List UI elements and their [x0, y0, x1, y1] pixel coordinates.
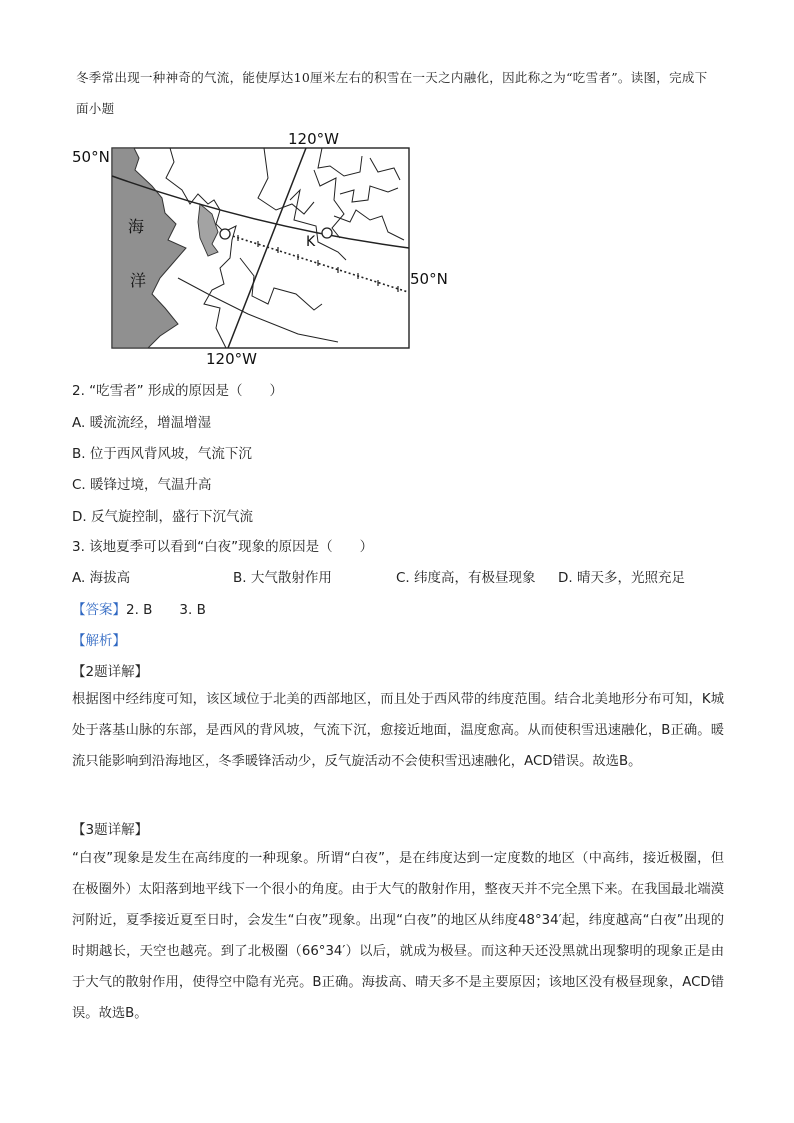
q2-option-d: D. 反气旋控制，盛行下沉气流 [72, 509, 253, 525]
detail-3-title: 【3题详解】 [72, 822, 149, 838]
map-label-lon-top: 120°W [288, 130, 339, 148]
city-marker-west [220, 229, 230, 239]
map-label-city-k: K [306, 234, 316, 250]
map-label-lat-left: 50°N [72, 148, 110, 166]
q2-stem: 2. “吃雪者” 形成的原因是（ ） [72, 383, 283, 399]
answer-text: 2. B 3. B [126, 602, 206, 618]
q2-option-b: B. 位于西风背风坡，气流下沉 [72, 446, 252, 462]
detail-3-body: “白夜”现象是发生在高纬度的一种现象。所谓“白夜”，是在纬度达到一定度数的地区（中高纬，接近极圈，但在极圈外）太阳落到地平线下一个很小的角度。由于大气的散射作用，整夜天并不完全黑下来。在我国最北端漠河附近，夏季接近夏至日时，会发生“白夜”现象。出现“白夜”的地区从纬度48°34′起，纬度越高“白夜”出现的时期越长，天空也越亮。到了北极圈（66°34′）以后，就成为极昼。而这种天还没黑就出现黎明的现象正是由于大气的散射作用，使得空中隐有光亮。B正确。海拔高、晴天多不是主要原因；该地区没有极昼现象，ACD错误。故选B。 [72, 851, 724, 1021]
city-marker-k [322, 228, 332, 238]
answer-line [72, 598, 206, 618]
q3-option-c: C. 纬度高，有极昼现象 [396, 570, 536, 586]
q3-option-a: A. 海拔高 [72, 570, 131, 586]
question-intro: 冬季常出现一种神奇的气流，能使厚达10厘米左右的积雪在一天之内融化，因此称之为“吃雪者”。读图，完成下面小题 [76, 70, 708, 116]
analysis-label: 【解析】 [72, 633, 126, 649]
map-label-sea-1: 海 [128, 217, 145, 236]
map-figure [72, 128, 452, 368]
map-label-lon-bottom: 120°W [206, 350, 257, 368]
q3-stem: 3. 该地夏季可以看到“白夜”现象的原因是（ ） [72, 539, 374, 555]
q2-option-c: C. 暖锋过境，气温升高 [72, 477, 212, 493]
map-label-sea-2: 洋 [130, 271, 147, 290]
q2-option-a: A. 暖流流经，增温增湿 [72, 415, 212, 431]
map-label-lat-right: 50°N [410, 270, 448, 288]
detail-2-body: 根据图中经纬度可知，该区域位于北美的西部地区，而且处于西风带的纬度范围。结合北美地形分布可知，K城处于落基山脉的东部，是西风的背风坡，气流下沉，愈接近地面，温度愈高。从而使积雪迅速融化，B正确。暖流只能影响到沿海地区，冬季暖锋活动少，反气旋活动不会使积雪迅速融化，ACD错误。故选B。 [72, 692, 724, 769]
q3-option-b: B. 大气散射作用 [233, 570, 332, 586]
answer-label: 【答案】 [72, 602, 126, 618]
detail-2-title: 【2题详解】 [72, 664, 149, 680]
q3-option-d: D. 晴天多，光照充足 [558, 570, 685, 586]
